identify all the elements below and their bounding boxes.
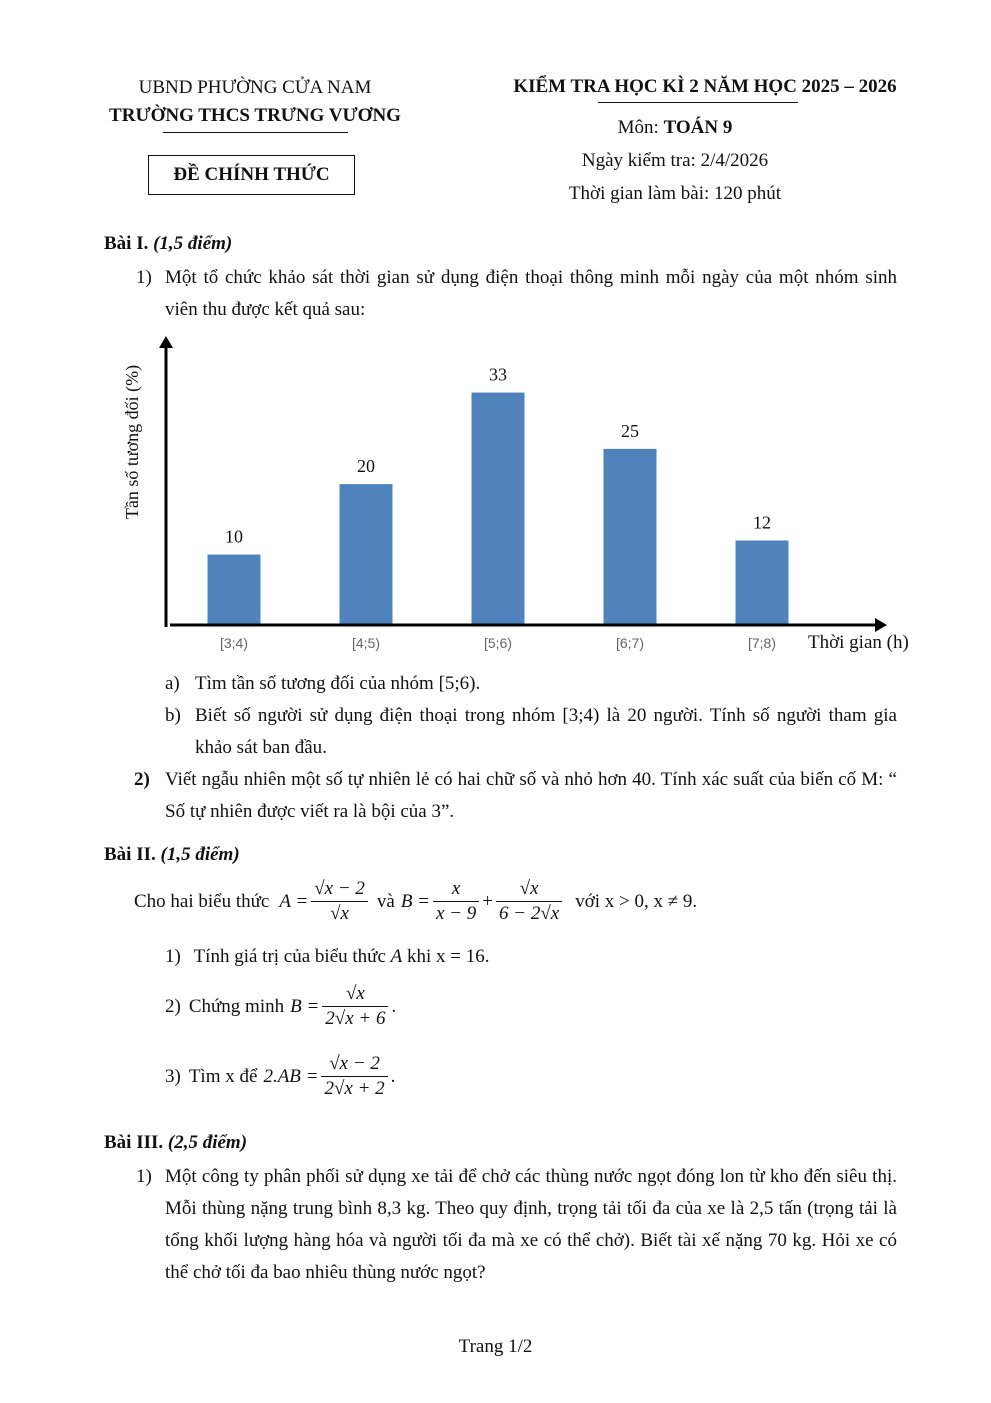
bai2-q3-denominator: 2√x + 2: [324, 1078, 385, 1099]
expr-a-lhs: A =: [279, 890, 309, 912]
bar-5: [736, 540, 789, 625]
bai2-intro-text: Cho hai biểu thức: [134, 890, 270, 912]
subject-line: [470, 114, 880, 142]
bai3-title: Bài III.: [104, 1132, 164, 1153]
bai1-q1-text: Một tổ chức khảo sát thời gian sử dụng điện thoại thông minh mỗi ngày của một nhóm sinh viên thu được kết quả sau:: [165, 267, 897, 320]
bai2-q1-text: Tính giá trị của biểu thức: [193, 946, 391, 967]
bai3-heading: [104, 1127, 904, 1159]
bai2-q1: [165, 943, 865, 971]
condition: với x > 0, x ≠ 9.: [575, 890, 698, 912]
bai1-qa-text: Tìm tần số tương đối của nhóm [5;6).: [195, 673, 481, 694]
school-underline: [163, 132, 348, 133]
expr-a-fraction: [311, 877, 368, 926]
x-axis-arrow: [875, 618, 887, 632]
bar-4: [604, 449, 657, 625]
ward-name: UBND PHƯỜNG CỬA NAM: [138, 77, 372, 98]
bar-value-label: 25: [621, 420, 639, 441]
bai2-q2-numerator: √x: [322, 982, 388, 1007]
bai1-heading: [104, 228, 904, 260]
official-badge: ĐỀ CHÍNH THỨC: [148, 155, 355, 195]
expr-a-numerator: √x − 2: [311, 877, 368, 902]
bai1-points: (1,5 điểm): [153, 233, 233, 254]
expr-b-fraction-2: [496, 877, 562, 926]
exam-title-underline: [598, 102, 798, 103]
bai2-q2-text: Chứng minh: [188, 995, 285, 1017]
bai2-heading: [104, 839, 904, 871]
bai1-qb-text: Biết số người sử dụng điện thoại trong nhóm [3;4) là 20 người. Tính số người tham gia khảo sát ban đầu.: [195, 705, 897, 758]
subject-label: Môn:: [617, 117, 664, 138]
bai2-q3-num: 3): [165, 1065, 181, 1087]
plus-sign: +: [482, 890, 493, 912]
expr-b-fraction-1: [433, 877, 479, 926]
bai2-q2: 2) Chứng minh B = $\frac{√x}{2√x + 6}$ .: [165, 983, 397, 1029]
subject: TOÁN 9: [663, 117, 733, 138]
expr-b2-denominator: 6 − 2√x: [499, 903, 560, 924]
expr-a-denominator: √x: [330, 903, 349, 924]
y-axis-arrow: [159, 336, 173, 348]
bar-2: [340, 484, 393, 625]
bar-value-label: 12: [753, 512, 771, 533]
bar-value-label: 33: [489, 364, 507, 385]
expr-b-lhs: B =: [400, 890, 431, 912]
bai2-points: (1,5 điểm): [160, 844, 240, 865]
expr-b2-numerator: √x: [496, 877, 562, 902]
exam-duration: Thời gian làm bài: 120 phút: [568, 183, 782, 204]
x-axis-label: Thời gian (h): [808, 632, 909, 653]
exam-date: Ngày kiểm tra: 2/4/2026: [581, 150, 769, 171]
bai3-q1-text: Một công ty phân phối sử dụng xe tải để chở các thùng nước ngọt đóng lon từ kho đến siêu thị. Mỗi thùng nặng trung bình 8,3 kg. Theo quy định, trọng tải tối đa của xe là 2,5 tấn (trọng tải là tổng khối lượng hàng hóa và người tối đa mà xe có thể chở). Biết tài xế nặng 70 kg. Hỏi xe có thể chở tối đa bao nhiêu thùng nước ngọt?: [165, 1166, 897, 1283]
x-tick-label: [7;8): [747, 635, 777, 651]
bar-value-label: 20: [357, 456, 375, 477]
header-left: [90, 75, 420, 131]
bai1-title: Bài I.: [104, 233, 149, 254]
expr-b1-numerator: x: [433, 877, 479, 902]
bar-3: [472, 393, 525, 625]
x-tick-label: [3;4): [219, 635, 249, 651]
expr-b1-denominator: x − 9: [436, 903, 477, 924]
bai2-q3-text: Tìm x để: [188, 1065, 258, 1087]
bai2-q1-var: A: [390, 946, 403, 967]
bai2-q3-numerator: √x − 2: [321, 1052, 387, 1077]
bai2-q2-num: 2): [165, 995, 181, 1017]
bai1-q2-num: 2): [134, 769, 150, 790]
bai1-qb-num: b): [165, 705, 181, 726]
bai2-q2-fraction: [322, 982, 388, 1031]
page-number: Trang 1/2: [458, 1336, 533, 1357]
bai3-points: (2,5 điểm): [167, 1132, 248, 1153]
bai1-qa-num: a): [165, 673, 180, 694]
bai3-q1-num: 1): [136, 1166, 152, 1187]
bai1-q1-num: 1): [136, 267, 152, 288]
bai2-q2-denominator: 2√x + 6: [325, 1008, 386, 1029]
bar-value-label: 10: [225, 526, 243, 547]
x-tick-label: [4;5): [351, 635, 381, 651]
bai2-intro: [134, 877, 934, 926]
bar-chart: [100, 330, 930, 660]
bai2-q1-num: 1): [165, 946, 181, 967]
bai2-q3-lhs: 2.AB =: [263, 1065, 319, 1087]
bai2-q3-fraction: [321, 1052, 387, 1101]
bai2-q2-lhs: B =: [290, 995, 320, 1017]
bai2-title: Bài II.: [104, 844, 156, 865]
x-tick-label: [5;6): [483, 635, 513, 651]
bai2-q3: 3) Tìm x để 2.AB = $\frac{√x - 2}{2√x + 2}$ .: [165, 1053, 396, 1099]
bai2-q1-text-b: khi x = 16.: [402, 946, 490, 967]
school-name: TRƯỜNG THCS TRƯNG VƯƠNG: [109, 105, 401, 126]
bai1-q2-text: Viết ngẫu nhiên một số tự nhiên lẻ có hai chữ số và nhỏ hơn 40. Tính xác suất của biến cố M: “ Số tự nhiên được viết ra là bội của 3”.: [165, 769, 897, 822]
conjunction: và: [376, 890, 395, 912]
exam-title: KIỂM TRA HỌC KÌ 2 NĂM HỌC 2025 – 2026: [513, 76, 897, 97]
bar-1: [208, 555, 261, 625]
x-tick-label: [6;7): [615, 635, 645, 651]
y-axis-label: Tần số tương đối (%): [122, 364, 142, 520]
